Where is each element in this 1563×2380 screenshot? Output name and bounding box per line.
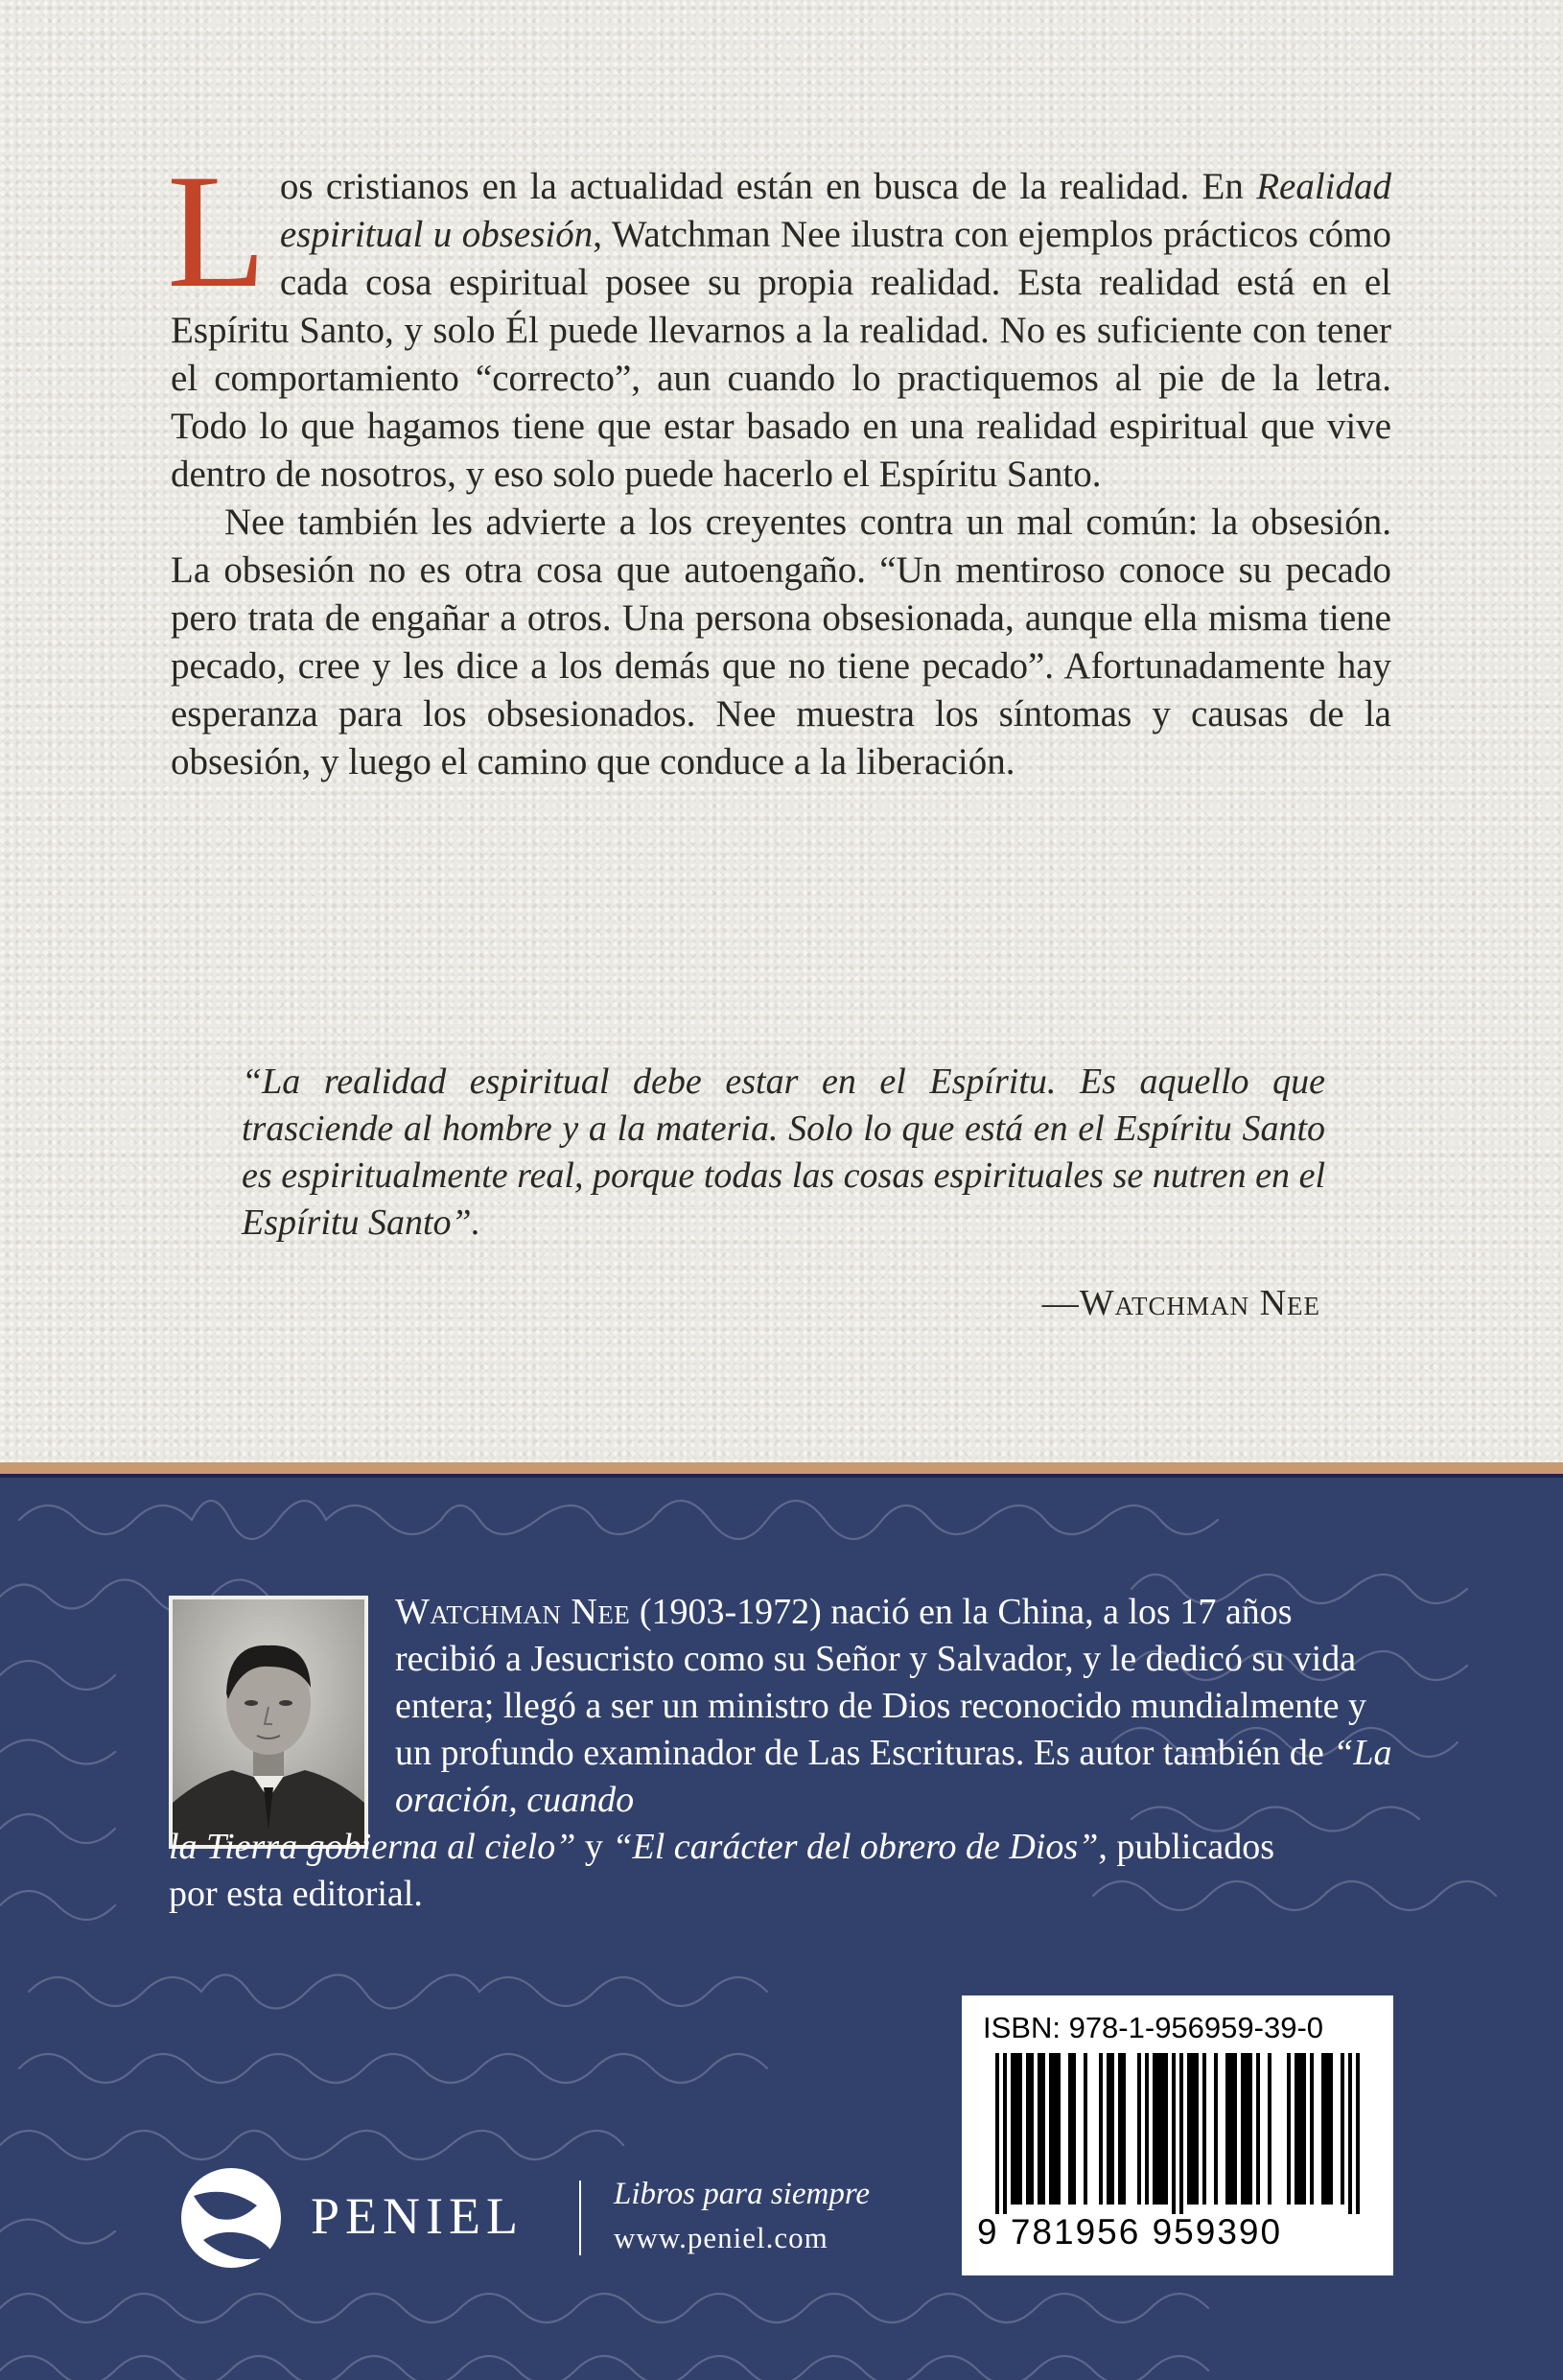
isbn-digits: 9 781956 959390 (977, 2212, 1283, 2252)
barcode-bar (1038, 2053, 1041, 2205)
book-reference-2: “El carácter del obrero de Dios” (612, 1827, 1099, 1867)
barcode-bar (1202, 2053, 1206, 2205)
barcode-bar (1321, 2053, 1325, 2205)
barcode-bar (1145, 2053, 1149, 2205)
barcode-bar (1153, 2053, 1156, 2205)
bio-text-1: (1903-1972) nació en la China, a los 17 años recibió a Jesucristo como su Señor y Salvador, y le dedicó su vida entera; llegó a ser un ministro de Dios reconocido mundialmente y un profundo examinador de Las Escrituras. Es autor también de (395, 1592, 1367, 1773)
description-p1-rest: , Watchman Nee ilustra con ejemplos prácticos cómo cada cosa espiritual posee su propia realidad. Esta realidad está en el Espíritu Santo, y solo Él puede llevarnos a la realidad. No es suficiente con tener el comportamiento “correcto”, aun cuando lo practiquemos al pie de la letra. Todo lo que hagamos tiene que estar basado en una realidad espiritual que vive dentro de nosotros, y eso solo puede hacerlo el Espíritu Santo. (171, 214, 1391, 495)
description-paragraph-2: Nee también les advierte a los creyentes contra un mal común: la obsesión. La obsesión no es otra cosa que autoengaño. “Un mentiroso conoce su pecado pero trata de engañar a otros. Una persona obsesionada, aunque ella misma tiene pecado, cree y les dice a los demás que no tiene pecado”. Afortunadamente hay esperanza para los obsesionados. Nee muestra los síntomas y causas de la obsesión, y luego el camino que conduce a la liberación. (171, 502, 1391, 782)
barcode-bar (1011, 2053, 1015, 2205)
barcode-bar (1187, 2053, 1191, 2205)
book-reference-1a: “La oración, cuando (395, 1733, 1392, 1820)
barcode-bar (1356, 2053, 1360, 2214)
bio-hanging-lines (169, 1824, 1396, 1918)
barcode-bar (1225, 2053, 1229, 2205)
peniel-emblem-icon (169, 2156, 293, 2280)
barcode-bar (1110, 2053, 1114, 2205)
barcode-bar (1248, 2053, 1252, 2205)
barcode-bar (1026, 2053, 1030, 2205)
barcode-bar (1268, 2053, 1271, 2205)
barcode-bar (1179, 2053, 1183, 2214)
barcode-bar (1122, 2053, 1126, 2205)
barcode-bars (981, 2053, 1374, 2214)
barcode-bar (1099, 2053, 1103, 2205)
barcode-bar (1068, 2053, 1072, 2205)
barcode-bar (1329, 2053, 1333, 2205)
quote-attribution: —Watchman Nee (1041, 1283, 1320, 1323)
barcode-bar (1348, 2053, 1352, 2214)
publisher-logo (169, 2156, 898, 2280)
barcode-bar (1233, 2053, 1237, 2205)
barcode-bar (1214, 2053, 1218, 2205)
barcode-bar (1195, 2053, 1199, 2205)
description-text (167, 141, 1391, 786)
barcode-bar (1030, 2053, 1034, 2205)
barcode-bar (1298, 2053, 1302, 2205)
author-name: Watchman Nee (395, 1592, 631, 1632)
barcode-bar (1072, 2053, 1076, 2205)
barcode-bar (1229, 2053, 1233, 2205)
barcode-bar (995, 2053, 999, 2214)
barcode-bar (1172, 2053, 1176, 2214)
barcode-bar (1118, 2053, 1122, 2205)
logo-divider (579, 2181, 581, 2255)
publisher-name: PENIEL (311, 2187, 524, 2245)
barcode-bar (1084, 2053, 1087, 2205)
barcode-bar (1256, 2053, 1260, 2205)
barcode-bar (1302, 2053, 1306, 2205)
bio-text-3: , publicados (1098, 1827, 1274, 1867)
description-paragraph-1 (167, 141, 1391, 499)
barcode-bar (1341, 2053, 1344, 2205)
barcode-bar (1015, 2053, 1018, 2205)
barcode-bar (1137, 2053, 1141, 2205)
barcode-bar (1160, 2053, 1164, 2205)
book-title: Realidad espiritual u obsesión (279, 166, 1391, 255)
pull-quote: “La realidad espiritual debe estar en el Espíritu. Es aquello que trasciende al hombre y a la materia. Solo lo que está en el Espíritu Santo es espiritualmente real, porque todas las cosas espirituales se nutren en el Espíritu Santo”. (242, 1062, 1325, 1243)
barcode-bar (1164, 2053, 1168, 2205)
bio-text-2: y (575, 1827, 613, 1867)
barcode-bar (1287, 2053, 1291, 2205)
barcode-bar (1241, 2053, 1245, 2205)
barcode-bar (1295, 2053, 1298, 2205)
bio-text-4: por esta editorial. (169, 1874, 423, 1914)
isbn-label: ISBN: 978-1-956959-39-0 (983, 2011, 1324, 2044)
barcode-bar (1057, 2053, 1061, 2205)
isbn-barcode (962, 1995, 1393, 2275)
barcode-bar (1310, 2053, 1314, 2205)
author-bio (169, 1589, 1392, 1914)
barcode-bar (1245, 2053, 1248, 2205)
description-p1-start: os cristianos en la actualidad están en busca de la realidad. En (279, 166, 1257, 207)
barcode-bar (1107, 2053, 1110, 2205)
barcode-bar (1156, 2053, 1160, 2205)
barcode-bar (1191, 2053, 1195, 2205)
barcode-bar (1041, 2053, 1045, 2205)
barcode-bar (1049, 2053, 1053, 2205)
author-photo (169, 1596, 368, 1849)
drop-cap: L (167, 141, 267, 321)
publisher-url[interactable]: www.peniel.com (614, 2221, 828, 2254)
barcode-bar (1018, 2053, 1022, 2205)
publisher-slogan: Libros para siempre (614, 2177, 871, 2211)
barcode-bar (1325, 2053, 1329, 2205)
barcode-bar (1053, 2053, 1057, 2205)
book-reference-1b: la Tierra gobierna al cielo” (169, 1827, 576, 1867)
barcode-bar (1003, 2053, 1007, 2214)
